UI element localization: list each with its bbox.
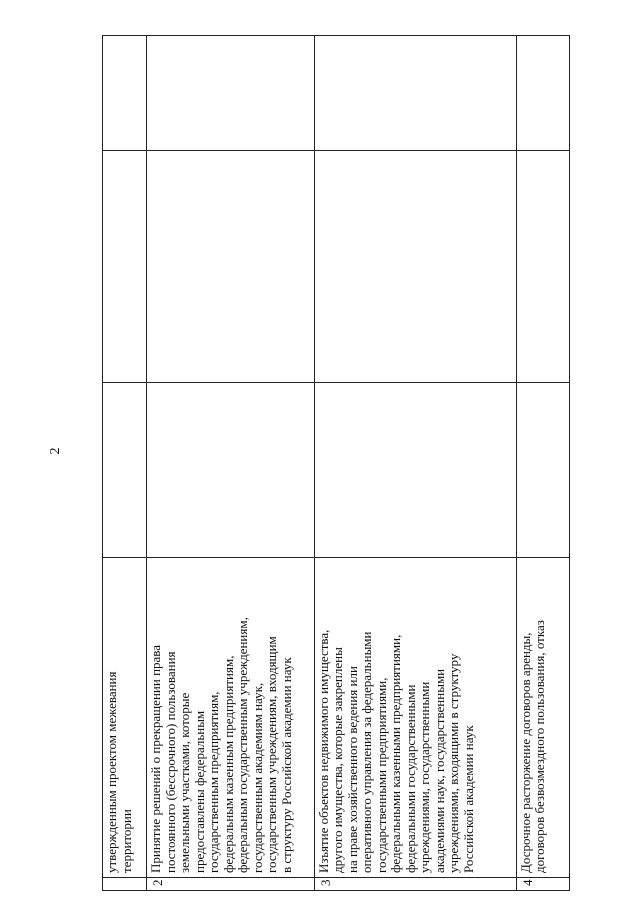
row-number-cell (103, 878, 147, 891)
description-cell: Принятие решений о прекращении права постоянного (бессрочного) пользования земельными участками, которые предоставлены федеральным государственным предприятиям, федеральным казенным предприятиям, федеральным государственным учреждениям, государственным академиям наук, государственным учреждениям, входящим в структуру Российской академии наук (147, 558, 315, 878)
empty-cell (314, 36, 516, 151)
description-cell: Изъятие объектов недвижимого имущества, другого имущества, которые закреплены на праве хозяйственного ведения или оперативного управления за федеральными государственными предприятиями, федеральными казенными предприятиями, федеральными государственными учреждениями, государственными академиями наук, государственными учреждениями, входящими в структуру Российской академии наук (314, 558, 516, 878)
empty-cell (147, 383, 315, 558)
table-row (314, 36, 516, 891)
description-cell: Досрочное расторжение договоров аренды, договоров безвозмездного пользования, отказ (516, 558, 569, 878)
empty-cell (516, 383, 569, 558)
empty-cell (516, 151, 569, 383)
empty-cell (516, 36, 569, 151)
table-row (147, 36, 315, 891)
empty-cell (103, 36, 147, 151)
empty-cell (314, 151, 516, 383)
table-row (103, 36, 147, 891)
empty-cell (314, 383, 516, 558)
description-cell: утвержденным проектом межевания территории (103, 558, 147, 878)
table-row (516, 36, 569, 891)
document-table (102, 35, 570, 891)
empty-cell (147, 151, 315, 383)
row-number-cell: 3 (314, 878, 516, 891)
empty-cell (147, 36, 315, 151)
empty-cell (103, 383, 147, 558)
row-number-cell: 2 (147, 878, 315, 891)
page-number: 2 (48, 447, 63, 455)
rotated-table-container (102, 36, 570, 891)
empty-cell (103, 151, 147, 383)
row-number-cell: 4 (516, 878, 569, 891)
